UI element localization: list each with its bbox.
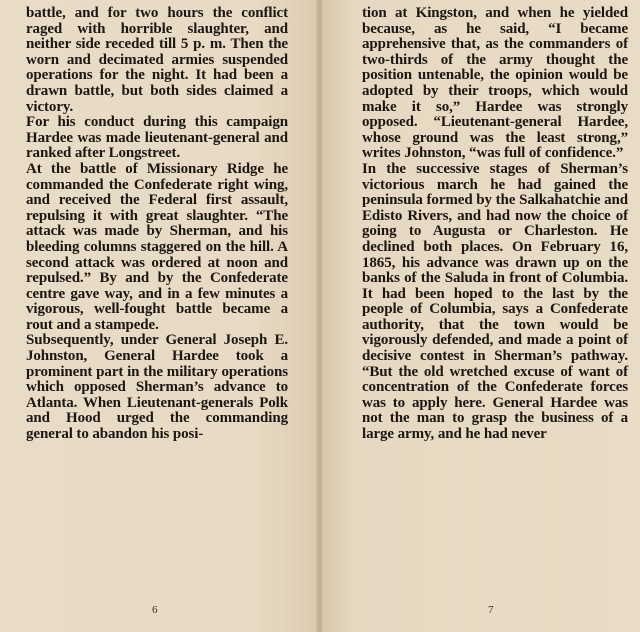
paragraph: tion at Kingston, and when he yielded because, as he said, “I became apprehensive that, as the commanders of two-thirds of the army thought the position untenable, the opinion would be adopted by their troops, which would make it so,” Hardee was strongly opposed. “Lieutenant-general Hardee, whose ground was the least strong,” writes Johnston, “was full of confidence.” [362,5,628,162]
right-text-column [362,6,628,443]
paragraph: Subsequently, under General Joseph E. Johnston, General Hardee took a prominent part in the military operations which opposed Sherman’s advance to Atlanta. When Lieutenant-generals Polk and Hood urged the commanding general to abandon his posi- [26,332,288,443]
paragraph: battle, and for two hours the conflict raged with horrible slaughter, and neither side receded till 5 p. m. Then the worn and decimated armies suspended operations for the night. It had been a drawn battle, but both sides claimed a victory. [26,5,288,115]
right-page [322,0,640,632]
paragraph: For his conduct during this campaign Hardee was made lieutenant-general and ranked after Longstreet. [26,114,288,162]
paragraph: In the successive stages of Sherman’s victorious march he had gained the peninsula formed by the Salkahatchie and Edisto Rivers, and had now the choice of going to Augusta or Charleston. He declined both places. On February 16, 1865, his advance was drawn up on the banks of the Saluda in front of Columbia. It had been hoped to the last by the people of Columbia, says a Confederate authority, that the town would be vigorously defended, and made a point of decisive contest in Sherman’s pathway. “But the old wretched excuse of want of concentration of the Confederate forces was to apply here. General Hardee was not the man to grasp the business of a large army, and he had never [362,160,628,443]
page-number: 6 [152,604,158,616]
paragraph: At the battle of Missionary Ridge he commanded the Confederate right wing, and received the Federal first assault, repulsing it with great slaughter. “The attack was made by Sherman, and his bleeding columns staggered on the hill. A second attack was ordered at noon and repulsed.” By and by the Confederate centre gave way, and in a few minutes a vigorous, well-fought battle became a rout and a stampede. [26,160,288,333]
left-page [0,0,318,632]
page-number: 7 [488,604,494,616]
left-text-column [26,6,288,443]
